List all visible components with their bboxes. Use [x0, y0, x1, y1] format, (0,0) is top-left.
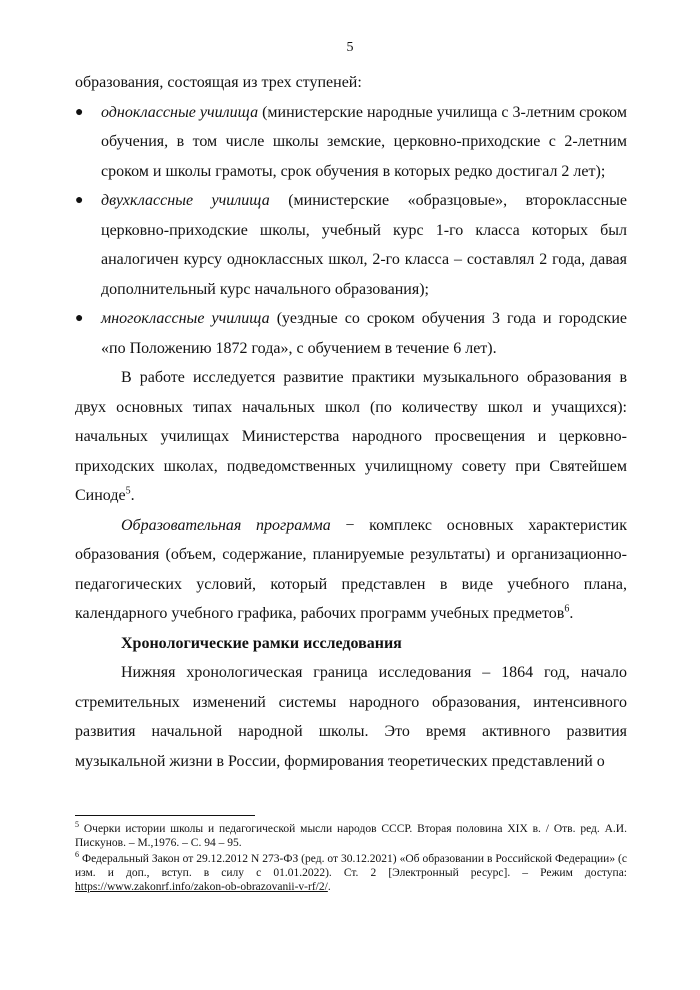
footnote-text: Очерки истории школы и педагогической мысли народов СССР. Вторая половина XIX в. / Отв. ред. А.И. Пискунов. – М.,1976. – С. 94 – 95.: [75, 823, 627, 849]
paragraph-educational-program: Образовательная программа − комплекс основных характеристик образования (объем, содержание, планируемые результаты) и организационно-педагогических условий, который представлен в виде учебного плана, календарного учебного графика, рабочих программ учебных предметов$^6$.: [75, 516, 627, 622]
paragraph-text: − комплекс основных характеристик образования (объем, содержание, планируемые результаты) и организационно-педагогических условий, который представлен в виде учебного плана, календарного учебного графика, рабочих программ учебных предметов: [75, 516, 627, 622]
school-types-list: [75, 98, 627, 364]
document-body: [75, 68, 627, 776]
bullet-icon: ●: [75, 311, 84, 326]
page-number: 5: [346, 40, 354, 55]
footnotes: [75, 822, 627, 896]
footnote: [75, 852, 627, 894]
section-heading: Хронологические рамки исследования: [121, 634, 402, 652]
paragraph-text: В работе исследуется развитие практики музыкального образования в двух основных типах начальных школ (по количеству школ и учащихся): начальных училищах Министерства народного просвещения и церковно-приходских школах, подведомственных училищному совету при Святейшем Синоде: [75, 369, 627, 504]
footnote-number: 5: [75, 820, 79, 830]
list-item: [75, 98, 627, 187]
list-term: двухклассные училища: [101, 192, 270, 209]
bullet-icon: ●: [75, 193, 84, 208]
intro-line: образования, состоящая из трех ступеней:: [75, 74, 362, 91]
list-term: одноклассные училища: [101, 103, 259, 121]
footnote-link[interactable]: https://www.zakonrf.info/zakon-ob-obrazovanii-v-rf/2/: [75, 881, 328, 893]
list-item: [75, 186, 627, 304]
term-educational-program: Образовательная программа: [121, 516, 331, 534]
footnote-end: .: [327, 881, 331, 893]
list-text: (министерские народные училища с 3-летним сроком обучения, в том числе школы земские, церковно-приходские с 2-летним сроком и школы грамоты, срок обучения в которых редко достигал 2 лет);: [101, 103, 627, 180]
bullet-icon: ●: [75, 104, 84, 120]
footnote: [75, 822, 627, 850]
list-text: (уездные со сроком обучения 3 года и городские «по Положению 1872 года», с обучением в течение 6 лет).: [101, 310, 627, 357]
paragraph-chronology: Нижняя хронологическая граница исследования – 1864 год, начало стремительных изменений системы народного образования, интенсивного развития начальной народной школы. Это время активного развития музыкальной жизни в России, формирования теоретических представлений о: [75, 664, 627, 770]
footnote-text: Федеральный Закон от 29.12.2012 N 273-ФЗ (ред. от 30.12.2021) «Об образовании в Российской Федерации» (с изм. и доп., вступ. в силу с 01.01.2022). Ст. 2 [Электронный ресурс]. – Режим доступа:: [75, 853, 627, 879]
paragraph-research-subject: В работе исследуется развитие практики музыкального образования в двух основных типах начальных школ (по количеству школ и учащихся): начальных училищах Министерства народного просвещения и церковно-приходских школах, подведомственных училищному совету при Святейшем Синоде$^5$.: [75, 369, 627, 504]
list-text: (министерские «образцовые», второклассные церковно-приходские школы, учебный курс 1-го класса которых был аналогичен курсу одноклассных школ, 2-го класса – составлял 2 года, давая дополнительный курс начального образования);: [101, 192, 627, 298]
footnote-ref[interactable]: 5: [125, 485, 131, 497]
list-term: многоклассные училища: [101, 310, 270, 327]
list-item: [75, 304, 627, 363]
footnote-number: 6: [75, 850, 79, 860]
footnote-ref[interactable]: 6: [564, 603, 570, 615]
footnote-separator: [75, 815, 255, 816]
